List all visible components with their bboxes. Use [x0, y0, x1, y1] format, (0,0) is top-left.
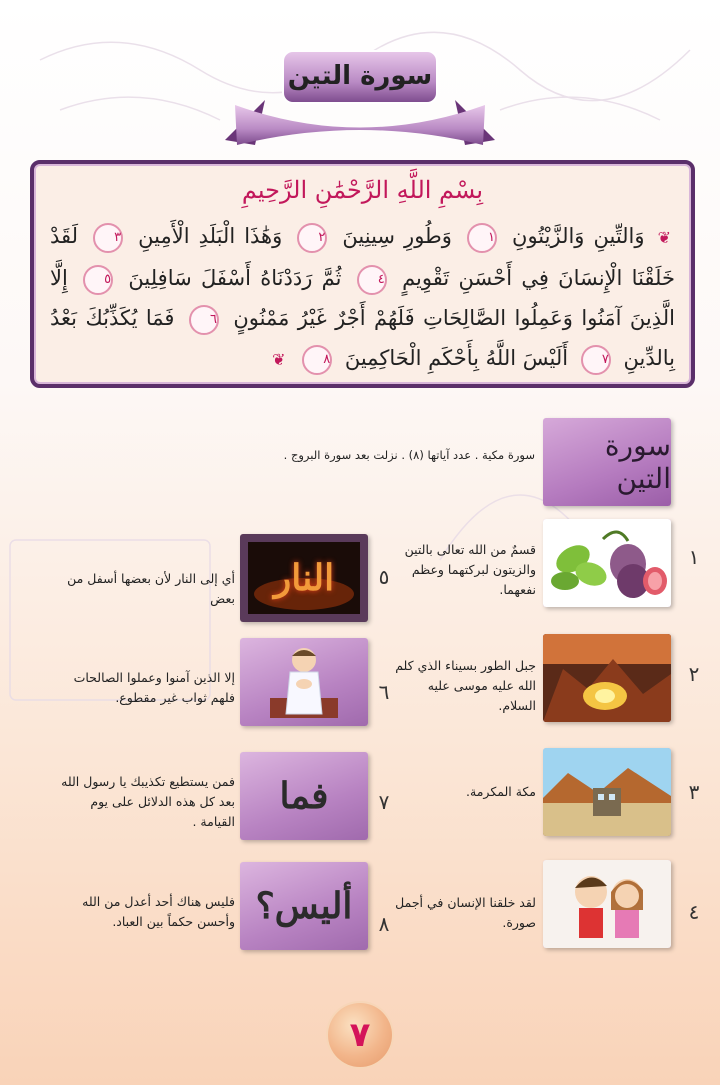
item-description: إلا الذين آمنوا وعملوا الصالحات فلهم ثواب غير مقطوع.	[73, 670, 235, 705]
page-title: سورة التين	[287, 61, 433, 91]
item-description: أي إلى النار لأن بعضها أسفل من بعض	[67, 571, 235, 606]
basmala: بِسْمِ اللَّهِ الرَّحْمَٰنِ الرَّحِيمِ	[241, 176, 484, 204]
item-number: ٨	[378, 912, 390, 936]
item-description: فمن يستطيع تكذيبك يا رسول الله بعد كل هذه الدلائل على يوم القيامة .	[61, 774, 235, 829]
ayah-number: ٢	[297, 223, 327, 253]
makkah-image	[543, 748, 671, 836]
surah-info-tile: سورة التين	[543, 418, 671, 506]
mountain-icon	[543, 634, 671, 722]
item-description: قسمٌ من الله تعالى بالتين والزيتون لبركتهما وعظم نفعهما.	[404, 542, 536, 597]
ayah-number: ١	[467, 223, 497, 253]
item-description: جبل الطور بسيناء الذي كلم الله عليه موسى عليه السلام.	[395, 658, 536, 713]
tile-word: أليس؟	[255, 885, 353, 927]
verse-text: لَقَدْ خَلَقْنَا الْإِنسَانَ فِي أَحْسَنِ تَقْوِيمٍ	[50, 224, 675, 290]
ayah-number: ٦	[189, 305, 219, 335]
surah-info-text: سورة مكية . عدد آياتها (٨) . نزلت بعد سورة البروج .	[283, 448, 535, 462]
tile-word: فما	[279, 775, 329, 817]
mount-tur-image	[543, 634, 671, 722]
verse-text: إِلَّا الَّذِينَ آمَنُوا وَعَمِلُوا الصَّالِحَاتِ فَلَهُمْ أَجْرٌ غَيْرُ مَمْنُونٍ	[50, 266, 676, 330]
item-number: ٦	[378, 680, 390, 704]
verse-text: وَهَٰذَا الْبَلَدِ الْأَمِينِ	[138, 224, 283, 248]
verse-text: وَالتِّينِ وَالزَّيْتُونِ	[512, 224, 645, 248]
word-tile-alays	[240, 862, 368, 950]
children-icon	[543, 860, 671, 948]
page-number: ٧	[328, 1003, 392, 1067]
word-tile-fama	[240, 752, 368, 840]
fig-olive-image	[543, 519, 671, 607]
ayah-number: ٣	[93, 223, 123, 253]
quran-box	[30, 160, 695, 388]
ayah-number: ٥	[83, 265, 113, 295]
praying-boy-image	[240, 638, 368, 726]
praying-boy-icon	[240, 638, 368, 726]
fig-olive-icon	[543, 519, 671, 607]
city-icon	[543, 748, 671, 836]
item-number: ١	[688, 545, 700, 569]
verse-text: أَلَيْسَ اللَّهُ بِأَحْكَمِ الْحَاكِمِينَ	[344, 346, 569, 370]
item-number: ٥	[378, 565, 390, 589]
item-description: لقد خلقنا الإنسان في أجمل صورة.	[395, 895, 536, 930]
item-number: ٤	[688, 900, 700, 924]
ayah-number: ٨	[302, 345, 332, 375]
ayah-number: ٧	[581, 345, 611, 375]
ayah-number: ٤	[357, 265, 387, 295]
verse-text: ثُمَّ رَدَدْنَاهُ أَسْفَلَ سَافِلِينَ	[128, 266, 342, 290]
children-image	[543, 860, 671, 948]
item-description: فليس هناك أحد أعدل من الله وأحسن حكماً بين العباد.	[82, 894, 235, 929]
item-number: ٣	[688, 780, 700, 804]
verse-text: وَطُورِ سِينِينَ	[342, 224, 452, 248]
item-number: ٢	[688, 662, 700, 686]
ornament-icon: ❦	[272, 350, 286, 369]
item-description: مكة المكرمة.	[466, 784, 536, 799]
verses-text	[50, 216, 675, 380]
fire-image	[240, 534, 368, 622]
verse-text: فَمَا يُكَذِّبُكَ بَعْدُ بِالدِّينِ	[50, 306, 675, 370]
item-number: ٧	[378, 790, 390, 814]
fire-word: النار	[273, 557, 335, 599]
ornament-icon: ❦	[657, 228, 671, 247]
